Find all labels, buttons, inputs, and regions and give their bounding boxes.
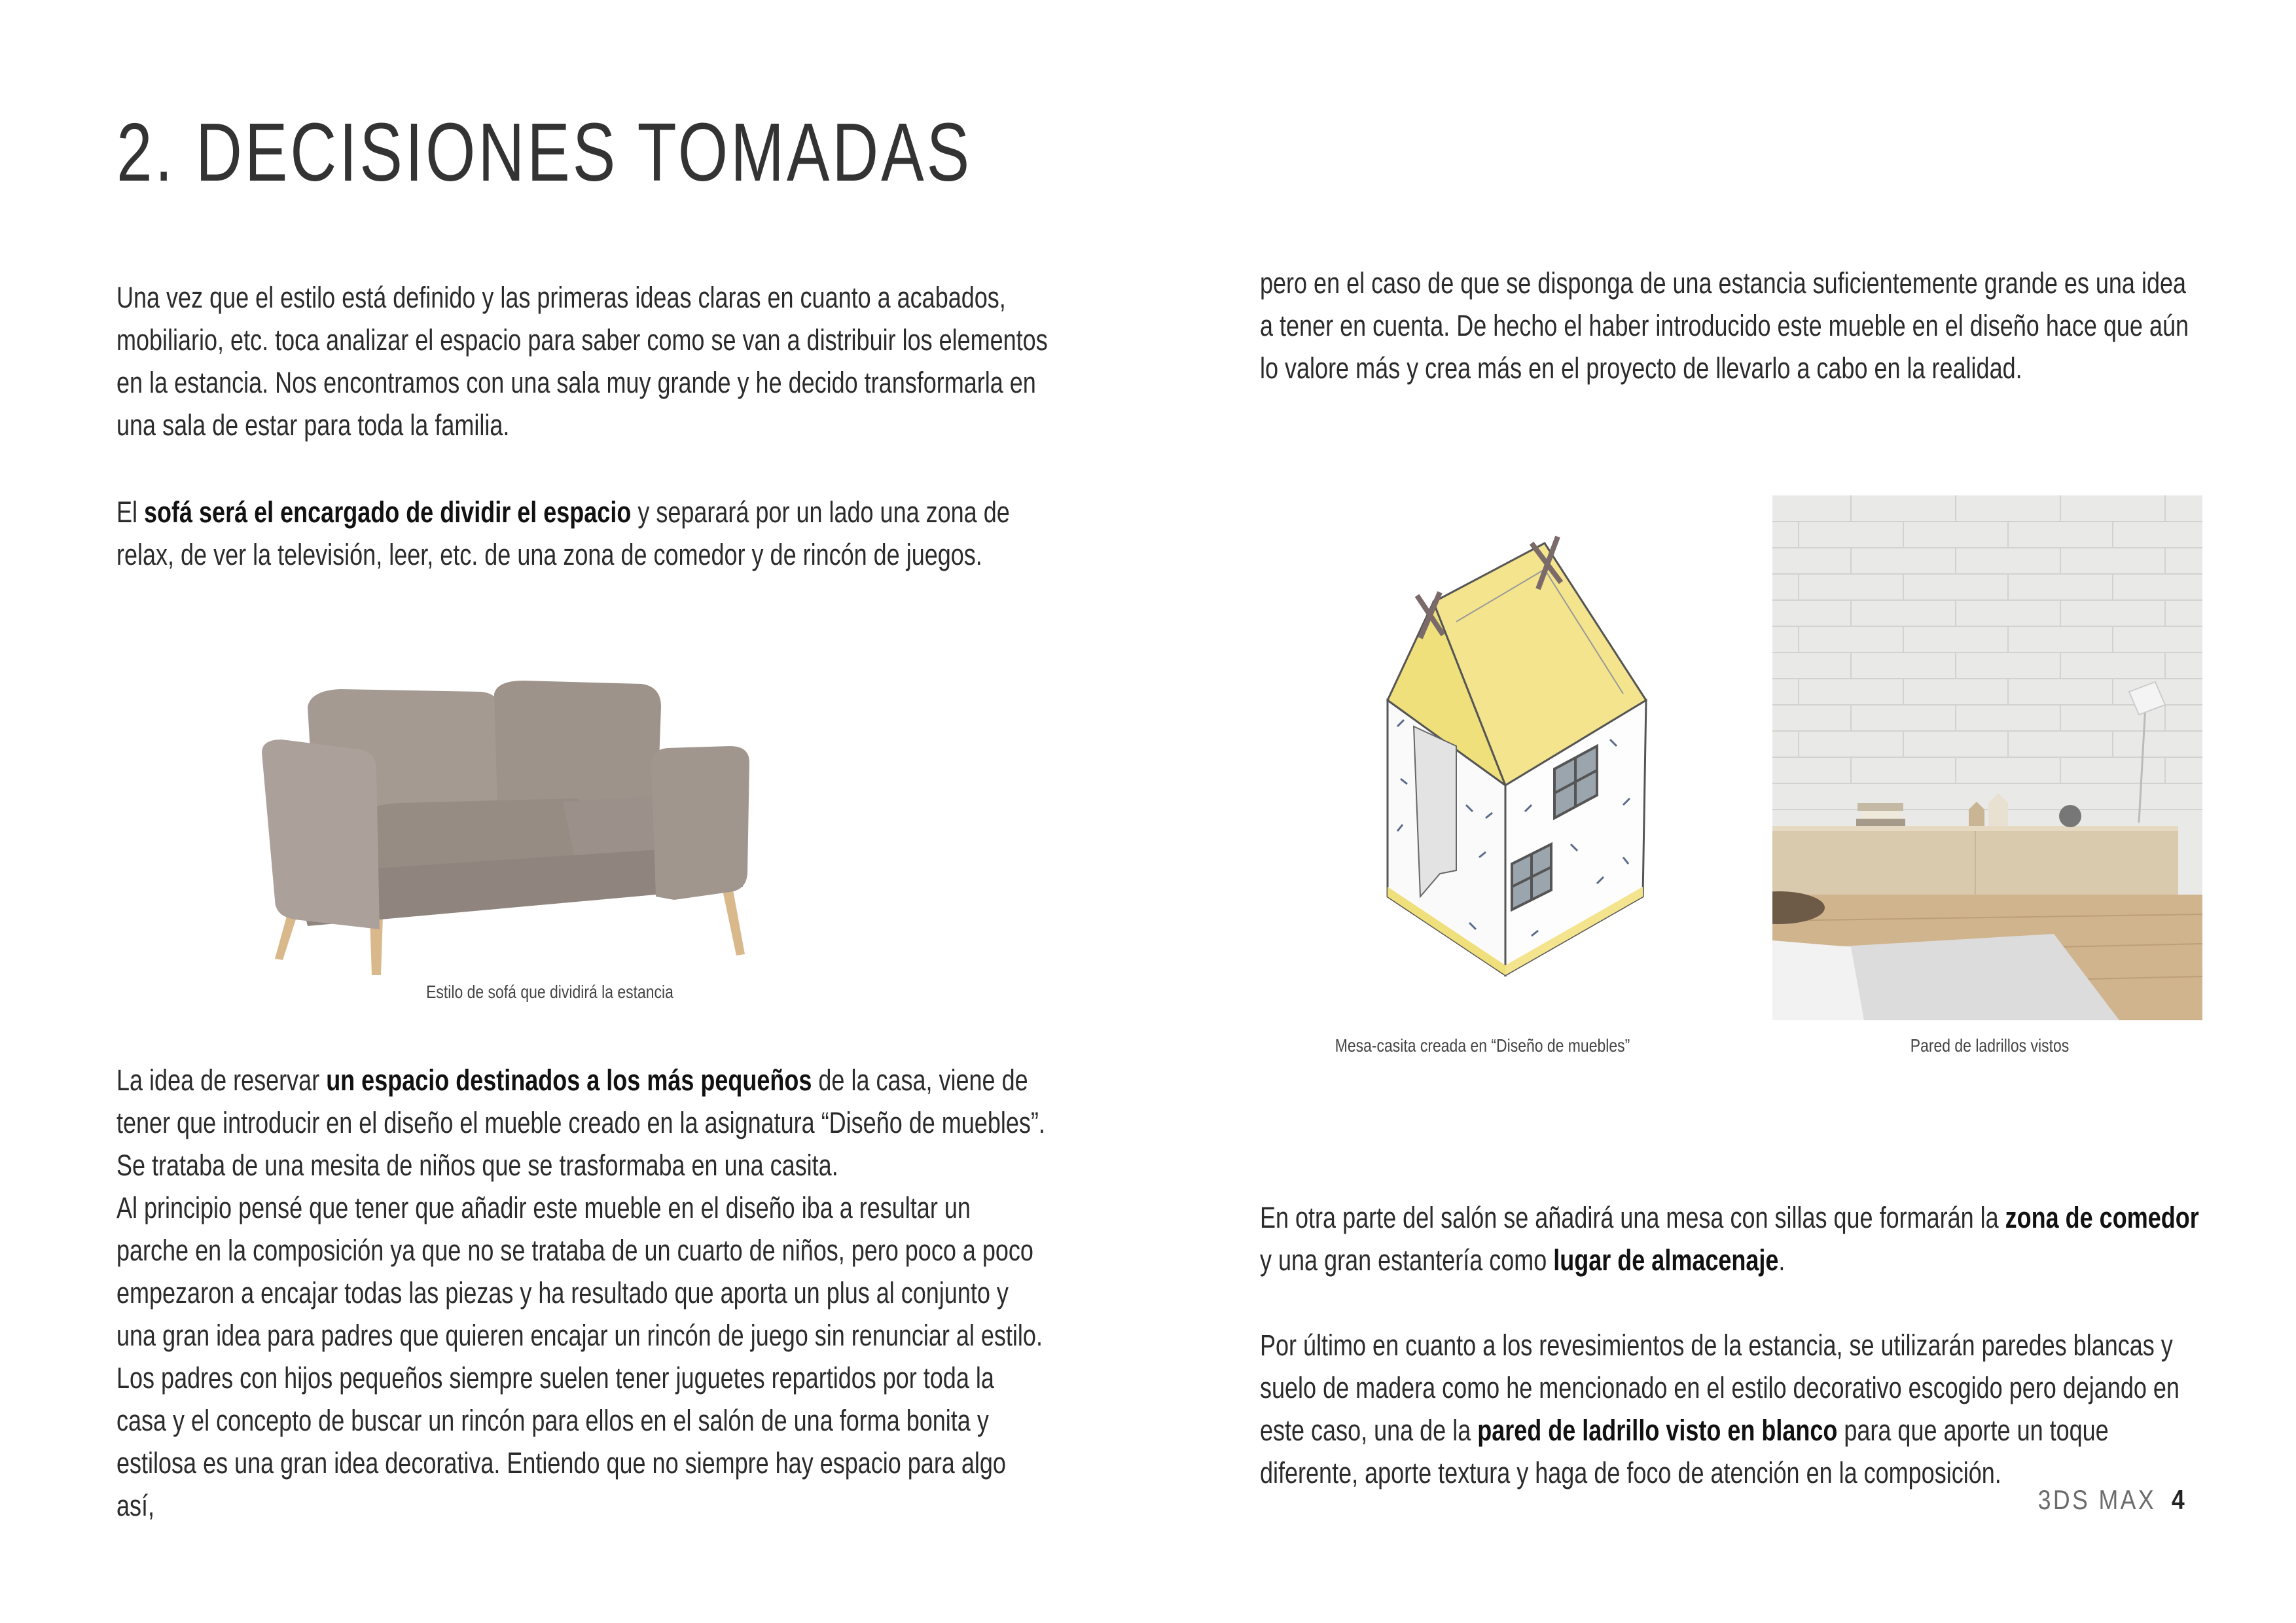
- right-walls-paragraph: [1260, 1324, 2296, 1494]
- house-caption: Mesa-casita creada en “Diseño de muebles”: [1335, 1035, 1630, 1056]
- footer-label: 3DS MAX: [2037, 1484, 2157, 1515]
- right-column: [1260, 262, 2296, 389]
- kids-paragraph-bold: un espacio destinados a los más pequeños: [326, 1063, 812, 1097]
- left-kids-paragraph: [117, 1059, 1282, 1527]
- brick-wall-illustration: [1772, 495, 2202, 1020]
- kids-paragraph-continued: Al principio pensé que tener que añadir este mueble en el diseño iba a resultar un parche en la composición ya que no se trataba de un cuarto de niños, pero poco a poco empezaron a encajar todas las piezas y ha resultado que aporta un plus al conjunto y una gran idea para padres que quieren encajar un rincón de juego sin renunciar al estilo. Los padres con hijos pequeños siempre suelen tener juguetes repartidos por toda la casa y el concepto de buscar un rincón para ellos en el salón de una forma bonita y estilosa es una gran idea decorativa. Entiendo que no siempre hay espacio para algo así,: [117, 1191, 1043, 1522]
- kids-paragraph-post: de la casa, viene de tener que introducir en el diseño el mueble creado en la asignatura “Diseño de muebles”. Se trataba de una mesita de niños que se trasformaba en una casita.: [117, 1063, 1045, 1182]
- dining-paragraph: [1260, 1196, 2202, 1281]
- walls-paragraph: [1260, 1324, 2202, 1494]
- dining-paragraph-bold-1: zona de comedor: [2005, 1201, 2199, 1234]
- brick-wall-photo: [1772, 495, 2202, 1020]
- left-column: [117, 276, 1059, 446]
- right-dining-paragraph: [1260, 1196, 2296, 1281]
- walls-paragraph-post: para que aporte un toque diferente, aporte textura y haga de foco de atención en la composición.: [1260, 1414, 2109, 1489]
- sofa-illustration: [255, 677, 779, 978]
- kids-paragraph: [117, 1059, 1049, 1186]
- sofa-caption: Estilo de sofá que dividirá la estancia: [426, 982, 673, 1002]
- house-table-image: [1335, 530, 1662, 988]
- right-paragraph-intro: pero en el caso de que se disponga de una estancia suficientemente grande es una idea a tener en cuenta. De hecho el haber introducido este mueble en el diseño hace que aún lo valore más y crea más en el proyecto de llevarlo a cabo en la realidad.: [1260, 266, 2189, 385]
- page-footer: [2038, 1484, 2185, 1516]
- dining-paragraph-pre: En otra parte del salón se añadirá una mesa con sillas que formarán la: [1260, 1201, 2005, 1234]
- sofa-paragraph-bold: sofá será el encargado de dividir el espacio: [144, 495, 632, 529]
- sofa-paragraph-post: y separará por un lado una zona de relax, de ver la televisión, leer, etc. de una zona de comedor y de rincón de juegos.: [117, 495, 1010, 571]
- left-sofa-paragraph: [117, 491, 1282, 576]
- house-table-illustration: [1335, 530, 1662, 988]
- dining-paragraph-mid: y una gran estantería como: [1260, 1243, 1554, 1277]
- sofa-paragraph-pre: El: [117, 495, 145, 529]
- wall-caption: Pared de ladrillos vistos: [1910, 1035, 2070, 1056]
- left-paragraph-intro: Una vez que el estilo está definido y las primeras ideas claras en cuanto a acabados, mobiliario, etc. toca analizar el espacio para saber como se van a distribuir los elementos en la estancia. Nos encontramos con una sala muy grande y he decido transformarla en una sala de estar para toda la familia.: [117, 281, 1048, 442]
- page-title: 2. DECISIONES TOMADAS: [117, 106, 973, 198]
- walls-paragraph-pre: Por último en cuanto a los revesimientos de la estancia, se utilizarán paredes blancas y suelo de madera como he mencionado en el estilo decorativo escogido pero dejando en este caso, una de la: [1260, 1329, 2179, 1447]
- sofa-paragraph: [117, 491, 1049, 576]
- sofa-image: [255, 677, 779, 978]
- dining-paragraph-post: .: [1778, 1243, 1785, 1277]
- walls-paragraph-bold: pared de ladrillo visto en blanco: [1477, 1414, 1838, 1447]
- dining-paragraph-bold-2: lugar de almacenaje: [1553, 1243, 1779, 1277]
- kids-paragraph-pre: La idea de reservar: [117, 1063, 327, 1097]
- page-number: 4: [2172, 1484, 2185, 1515]
